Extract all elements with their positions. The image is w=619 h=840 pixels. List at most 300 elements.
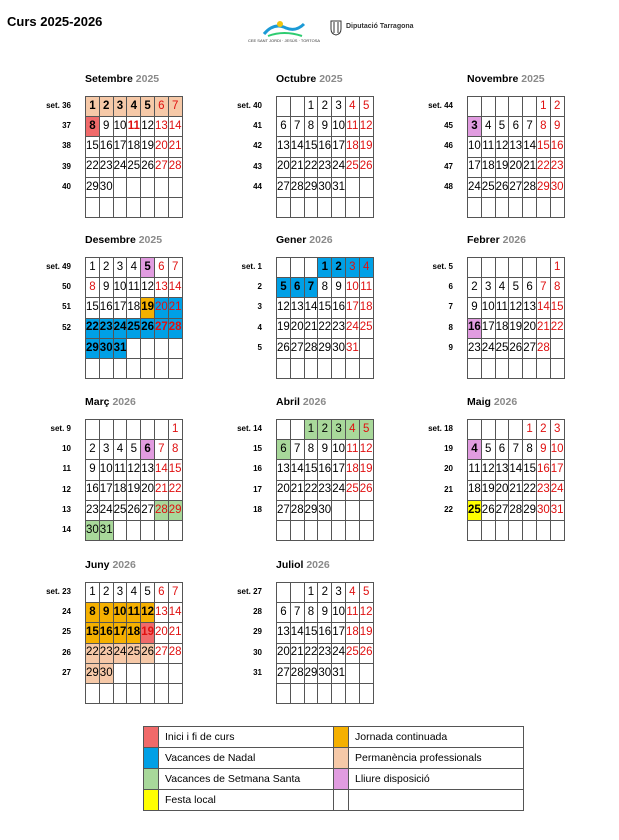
week-number [232, 424, 262, 433]
week-number [423, 182, 453, 191]
day-cell [345, 500, 359, 520]
day-cell: 5 [359, 583, 373, 603]
day-cell [359, 358, 373, 378]
day-cell: 8 [523, 440, 537, 460]
day-cell: 22 [550, 318, 564, 338]
day-cell: 5 [141, 97, 155, 117]
day-cell [345, 663, 359, 683]
week-value: 40 [62, 181, 71, 191]
week-row [277, 623, 374, 643]
day-cell: 7 [168, 258, 182, 278]
day-cell: 28 [168, 157, 182, 177]
week-value: 26 [62, 647, 71, 657]
day-cell [304, 520, 318, 540]
day-cell: 17 [332, 623, 346, 643]
day-cell [154, 663, 168, 683]
day-cell: 15 [86, 137, 100, 157]
day-cell: 24 [332, 643, 346, 663]
day-cell [523, 197, 537, 217]
week-value: 21 [444, 484, 453, 494]
week-row [277, 520, 374, 540]
month-name: Gener [276, 234, 307, 246]
month-year: 2026 [306, 559, 330, 571]
day-cell: 6 [277, 603, 291, 623]
legend-swatch [144, 748, 159, 769]
day-cell: 3 [113, 258, 127, 278]
day-cell: 18 [127, 137, 141, 157]
day-cell: 15 [550, 298, 564, 318]
week-label: set. [50, 424, 65, 433]
week-row [277, 258, 374, 278]
day-cell: 24 [468, 177, 482, 197]
day-cell: 2 [318, 583, 332, 603]
day-cell: 19 [141, 137, 155, 157]
legend-swatch [334, 769, 349, 790]
day-cell: 21 [536, 318, 550, 338]
day-cell: 26 [141, 643, 155, 663]
week-value: 23 [62, 587, 71, 596]
legend-label: Vacances de Setmana Santa [159, 769, 334, 790]
day-cell: 3 [332, 97, 346, 117]
day-cell: 14 [168, 117, 182, 137]
month-days-table [467, 257, 565, 379]
day-cell: 31 [550, 500, 564, 520]
day-cell [290, 583, 304, 603]
day-cell: 17 [332, 137, 346, 157]
day-cell: 20 [523, 318, 537, 338]
day-cell: 4 [127, 97, 141, 117]
day-cell: 1 [304, 97, 318, 117]
week-value: 24 [62, 607, 71, 617]
day-cell: 28 [290, 500, 304, 520]
week-number [232, 121, 262, 130]
day-cell: 9 [318, 117, 332, 137]
week-number [41, 505, 71, 514]
week-label: set. [237, 101, 251, 110]
week-value: 10 [62, 444, 71, 454]
day-cell: 2 [332, 258, 346, 278]
day-cell: 29 [318, 338, 332, 358]
day-cell: 19 [359, 460, 373, 480]
day-cell [332, 520, 346, 540]
legend-row [144, 790, 524, 811]
day-cell [113, 358, 127, 378]
legend-label [349, 790, 524, 811]
week-row [277, 603, 374, 623]
day-cell: 27 [509, 177, 523, 197]
day-cell: 2 [99, 258, 113, 278]
day-cell [141, 197, 155, 217]
day-cell: 13 [509, 137, 523, 157]
day-cell [277, 683, 291, 703]
day-cell [113, 420, 127, 440]
week-number [232, 141, 262, 150]
day-cell: 26 [127, 500, 141, 520]
day-cell: 25 [468, 500, 482, 520]
month-days-table [276, 419, 374, 541]
week-number [423, 343, 453, 352]
day-cell [468, 97, 482, 117]
day-cell [481, 258, 495, 278]
day-cell: 1 [168, 420, 182, 440]
day-cell: 10 [113, 117, 127, 137]
week-number [232, 323, 262, 332]
week-row [86, 583, 183, 603]
day-cell: 28 [168, 318, 182, 338]
week-value: 43 [253, 161, 262, 171]
day-cell: 31 [113, 338, 127, 358]
day-cell: 12 [141, 117, 155, 137]
week-row [468, 278, 565, 298]
day-cell [99, 358, 113, 378]
day-cell [290, 197, 304, 217]
day-cell: 19 [141, 298, 155, 318]
day-cell: 30 [550, 177, 564, 197]
week-value: 38 [62, 141, 71, 151]
week-row [86, 500, 183, 520]
day-cell: 1 [86, 258, 100, 278]
day-cell: 15 [86, 623, 100, 643]
week-value: 15 [253, 444, 262, 454]
day-cell: 13 [523, 298, 537, 318]
day-cell [290, 258, 304, 278]
day-cell [304, 683, 318, 703]
week-row [277, 643, 374, 663]
month-days-table [276, 96, 374, 218]
day-cell: 6 [495, 440, 509, 460]
day-cell: 23 [318, 643, 332, 663]
month-year: 2026 [112, 396, 136, 408]
day-cell: 15 [168, 460, 182, 480]
day-cell [290, 683, 304, 703]
day-cell: 4 [113, 440, 127, 460]
month-name: Maig [467, 396, 491, 408]
day-cell [523, 97, 537, 117]
day-cell: 20 [277, 157, 291, 177]
week-row [86, 318, 183, 338]
day-cell: 22 [86, 318, 100, 338]
day-cell: 3 [113, 97, 127, 117]
week-row [277, 298, 374, 318]
week-label: set. [241, 262, 256, 271]
day-cell: 4 [345, 583, 359, 603]
month-days-table [467, 419, 565, 541]
day-cell [495, 197, 509, 217]
day-cell: 16 [468, 318, 482, 338]
day-cell: 11 [127, 278, 141, 298]
week-value: 20 [444, 464, 453, 474]
week-number [232, 343, 262, 352]
day-cell: 7 [168, 583, 182, 603]
day-cell [509, 420, 523, 440]
day-cell [154, 683, 168, 703]
day-cell: 9 [468, 298, 482, 318]
week-number [232, 627, 262, 636]
day-cell: 16 [536, 460, 550, 480]
day-cell: 10 [99, 460, 113, 480]
day-cell [113, 520, 127, 540]
week-value: 25 [62, 627, 71, 637]
day-cell: 12 [359, 117, 373, 137]
day-cell: 7 [509, 440, 523, 460]
week-number [41, 121, 71, 130]
day-cell: 18 [481, 157, 495, 177]
day-cell: 7 [304, 278, 318, 298]
day-cell: 21 [304, 318, 318, 338]
day-cell: 22 [86, 643, 100, 663]
day-cell: 30 [99, 338, 113, 358]
week-number [41, 424, 71, 433]
week-value: 16 [253, 464, 262, 474]
day-cell [523, 358, 537, 378]
day-cell: 21 [168, 137, 182, 157]
day-cell: 30 [318, 500, 332, 520]
week-number [41, 262, 71, 271]
legend-label: Vacances de Nadal [159, 748, 334, 769]
day-cell: 16 [318, 623, 332, 643]
week-row [86, 137, 183, 157]
day-cell [141, 520, 155, 540]
week-value: 6 [448, 282, 453, 292]
day-cell [495, 420, 509, 440]
week-row [86, 420, 183, 440]
day-cell: 24 [345, 318, 359, 338]
week-row [86, 663, 183, 683]
week-value: 46 [444, 141, 453, 151]
day-cell: 13 [277, 137, 291, 157]
day-cell: 12 [127, 460, 141, 480]
month-days-table [467, 96, 565, 218]
school-logo-icon [244, 18, 324, 38]
week-number [423, 464, 453, 473]
day-cell: 4 [468, 440, 482, 460]
day-cell: 18 [127, 623, 141, 643]
day-cell: 29 [168, 500, 182, 520]
day-cell: 5 [359, 420, 373, 440]
day-cell: 26 [359, 480, 373, 500]
month-title [467, 234, 526, 246]
day-cell: 6 [277, 117, 291, 137]
week-row [86, 603, 183, 623]
week-row [277, 157, 374, 177]
day-cell: 1 [318, 258, 332, 278]
day-cell: 8 [318, 278, 332, 298]
month-year: 2026 [502, 234, 526, 246]
day-cell [318, 683, 332, 703]
day-cell: 29 [304, 663, 318, 683]
day-cell: 28 [290, 663, 304, 683]
day-cell: 9 [86, 460, 100, 480]
day-cell: 5 [509, 278, 523, 298]
week-row [468, 318, 565, 338]
week-value: 19 [444, 444, 453, 454]
month-days-table [85, 96, 183, 218]
day-cell: 14 [154, 460, 168, 480]
day-cell [345, 177, 359, 197]
day-cell [468, 197, 482, 217]
day-cell: 23 [99, 318, 113, 338]
day-cell [304, 197, 318, 217]
day-cell: 14 [290, 137, 304, 157]
day-cell: 6 [523, 278, 537, 298]
week-number [232, 485, 262, 494]
day-cell: 5 [141, 258, 155, 278]
day-cell: 11 [127, 117, 141, 137]
day-cell [468, 258, 482, 278]
day-cell: 13 [154, 117, 168, 137]
day-cell [536, 520, 550, 540]
week-value: 14 [253, 424, 262, 433]
day-cell: 13 [495, 460, 509, 480]
week-value: 48 [444, 181, 453, 191]
day-cell [277, 258, 291, 278]
week-number [41, 607, 71, 616]
month-name: Desembre [85, 234, 136, 246]
day-cell [359, 338, 373, 358]
diputacio-name: Diputació Tarragona [346, 23, 414, 30]
day-cell: 18 [495, 318, 509, 338]
day-cell: 11 [495, 298, 509, 318]
day-cell: 23 [99, 643, 113, 663]
week-number [232, 302, 262, 311]
day-cell: 27 [154, 643, 168, 663]
day-cell: 17 [113, 137, 127, 157]
day-cell [277, 520, 291, 540]
month-title [467, 396, 517, 408]
day-cell: 25 [481, 177, 495, 197]
month-title [276, 396, 326, 408]
day-cell: 7 [523, 117, 537, 137]
week-number [423, 162, 453, 171]
week-value: 27 [253, 587, 262, 596]
day-cell: 12 [509, 298, 523, 318]
day-cell: 28 [536, 338, 550, 358]
week-row [277, 318, 374, 338]
day-cell: 25 [345, 157, 359, 177]
day-cell: 8 [536, 117, 550, 137]
day-cell: 28 [168, 643, 182, 663]
legend [143, 726, 524, 811]
day-cell: 16 [318, 137, 332, 157]
day-cell: 1 [550, 258, 564, 278]
day-cell: 20 [509, 157, 523, 177]
week-number [41, 282, 71, 291]
week-value: 49 [62, 262, 71, 271]
week-row [277, 683, 374, 703]
day-cell [277, 358, 291, 378]
day-cell: 7 [536, 278, 550, 298]
legend-label: Inici i fi de curs [159, 727, 334, 748]
day-cell [481, 520, 495, 540]
day-cell [332, 197, 346, 217]
day-cell: 16 [332, 298, 346, 318]
week-number [41, 182, 71, 191]
week-number [423, 485, 453, 494]
day-cell [509, 258, 523, 278]
week-number [423, 121, 453, 130]
week-number [232, 444, 262, 453]
week-value: 22 [444, 504, 453, 514]
week-number [232, 607, 262, 616]
day-cell: 24 [481, 338, 495, 358]
day-cell: 17 [550, 460, 564, 480]
day-cell: 2 [86, 440, 100, 460]
day-cell [86, 197, 100, 217]
day-cell: 23 [332, 318, 346, 338]
week-number [41, 101, 71, 110]
week-label: set. [432, 262, 447, 271]
day-cell: 6 [141, 440, 155, 460]
day-cell: 21 [290, 643, 304, 663]
day-cell [127, 338, 141, 358]
week-number [232, 182, 262, 191]
day-cell: 31 [332, 663, 346, 683]
day-cell [290, 97, 304, 117]
day-cell: 20 [141, 480, 155, 500]
day-cell: 18 [113, 480, 127, 500]
week-row [277, 583, 374, 603]
week-row [277, 480, 374, 500]
day-cell: 10 [481, 298, 495, 318]
week-value: 41 [253, 121, 262, 131]
day-cell [550, 197, 564, 217]
week-value: 14 [62, 525, 71, 534]
day-cell: 23 [86, 500, 100, 520]
day-cell [509, 520, 523, 540]
day-cell: 20 [290, 318, 304, 338]
week-row [468, 358, 565, 378]
week-row [277, 500, 374, 520]
day-cell: 18 [468, 480, 482, 500]
day-cell: 24 [550, 480, 564, 500]
day-cell [523, 520, 537, 540]
day-cell: 14 [168, 278, 182, 298]
day-cell: 30 [86, 520, 100, 540]
week-number [232, 668, 262, 677]
day-cell: 3 [332, 583, 346, 603]
day-cell [127, 197, 141, 217]
week-value: 11 [62, 464, 71, 474]
day-cell: 22 [168, 480, 182, 500]
day-cell: 19 [509, 318, 523, 338]
day-cell: 30 [318, 663, 332, 683]
day-cell [127, 520, 141, 540]
day-cell: 12 [141, 603, 155, 623]
day-cell [127, 663, 141, 683]
day-cell [141, 663, 155, 683]
day-cell: 15 [304, 460, 318, 480]
day-cell: 5 [141, 583, 155, 603]
month-name: Febrer [467, 234, 500, 246]
day-cell [318, 520, 332, 540]
week-number [423, 323, 453, 332]
school-logo [244, 18, 324, 48]
week-row [277, 460, 374, 480]
month-name: Març [85, 396, 110, 408]
day-cell: 8 [304, 117, 318, 137]
day-cell: 12 [277, 298, 291, 318]
day-cell: 25 [127, 157, 141, 177]
week-row [468, 137, 565, 157]
day-cell: 7 [290, 117, 304, 137]
day-cell: 4 [359, 258, 373, 278]
week-row [86, 480, 183, 500]
day-cell [277, 197, 291, 217]
day-cell [304, 358, 318, 378]
day-cell: 27 [277, 500, 291, 520]
day-cell: 5 [481, 440, 495, 460]
day-cell: 10 [332, 440, 346, 460]
